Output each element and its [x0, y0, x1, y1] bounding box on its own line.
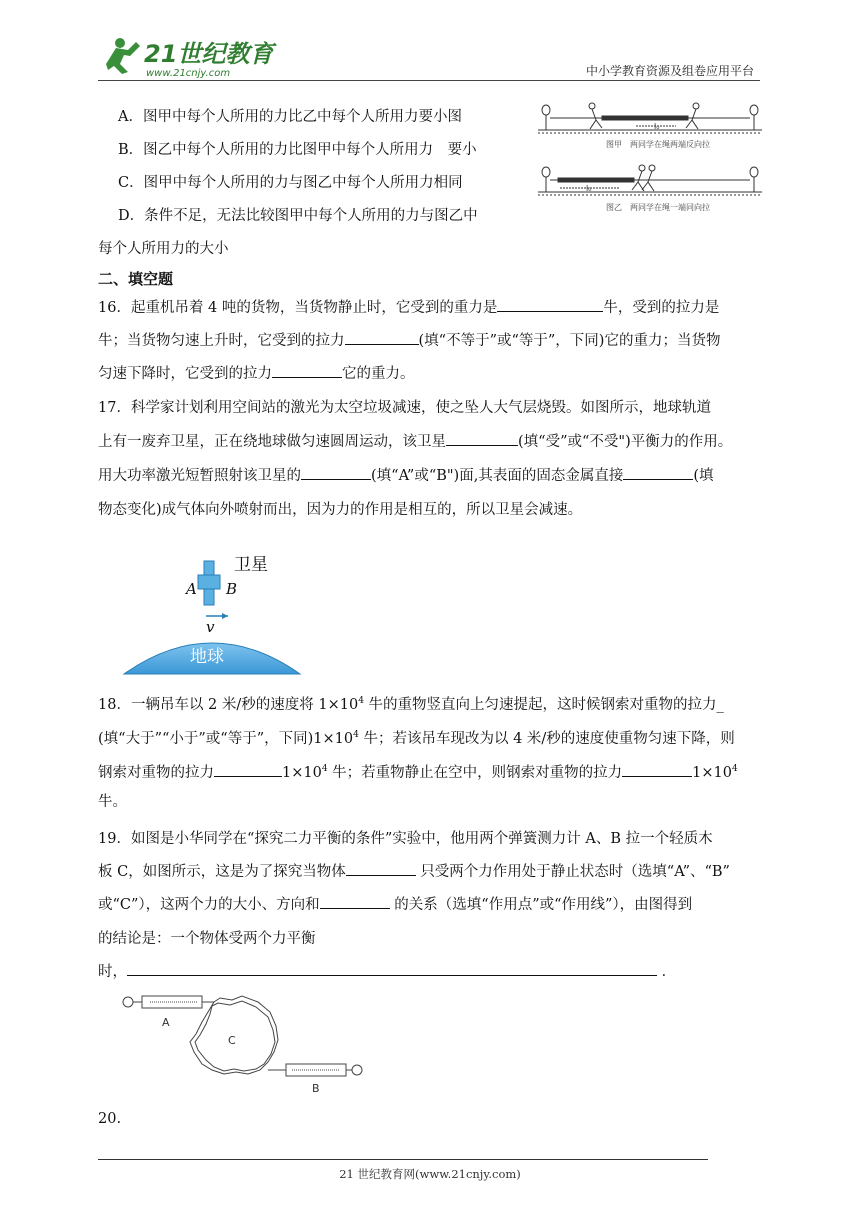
q18-text-3d: 1×10 [692, 764, 732, 781]
q17-line-3 [98, 465, 714, 487]
q16-text-2b: (填“不等于”或“等于”，下同)它的重力；当货物 [418, 333, 721, 349]
q18-line-4: 牛。 [98, 794, 127, 810]
logo-url-text: www.21cnjy.com [146, 68, 231, 79]
scale-b-label: B [312, 1082, 320, 1095]
q19-text-5a: 时， [98, 964, 127, 980]
answer-blank[interactable] [346, 861, 416, 876]
logo [98, 34, 274, 80]
face-b-label: B [226, 580, 238, 598]
face-a-label: A [186, 580, 197, 598]
answer-blank[interactable] [446, 431, 518, 446]
q16-text-3b: 它的重力。 [342, 366, 415, 382]
answer-blank[interactable] [623, 465, 693, 480]
q18-text-3c: 牛；若重物静止在空中，则钢索对重物的拉力 [327, 764, 623, 781]
answer-blank[interactable] [320, 894, 390, 909]
q19-text-3b: 的关系（选填“作用点”或“作用线”），由图得到 [394, 897, 693, 913]
q16-line-1 [98, 297, 719, 319]
answer-blank[interactable] [345, 330, 419, 345]
earth-label: 地球 [190, 647, 224, 667]
figure-label-top: 图甲 两同学在绳两端反向拉 [606, 140, 710, 149]
q16-text-2a: 牛；当货物匀速上升时，它受到的拉力 [98, 333, 345, 349]
q19-line-1: 19．如图是小华同学在“探究二力平衡的条件”实验中，他用两个弹簧测力计 A、B 拉一个轻质木 [98, 831, 713, 847]
q15-option-b: B．图乙中每个人所用的力比图甲中每个人所用力 要小 [118, 142, 477, 158]
q18-line-1 [98, 690, 724, 716]
q20-number: 20. [98, 1111, 122, 1127]
rope-pull-figure [536, 98, 764, 222]
q19-text-5b: ． [661, 964, 677, 980]
q18-text-2a: (填“大于”“小于”或“等于”，下同)1×10 [98, 730, 354, 747]
q16-line-3 [98, 363, 415, 385]
q17-text-3a: 用大功率激光短暂照射该卫星的 [98, 468, 301, 484]
q18-line-3 [98, 758, 738, 784]
answer-blank[interactable] [272, 363, 342, 378]
q16-text-1a: 16．起重机吊着 4 吨的货物，当货物静止时，它受到的重力是 [98, 300, 498, 316]
answer-blank[interactable] [497, 297, 603, 312]
q18-exp-2: 4 [353, 730, 359, 740]
figure-label-bottom: 图乙 两同学在绳一端同向拉 [606, 203, 710, 212]
footer-divider [98, 1159, 708, 1160]
q18-line-2 [98, 724, 735, 750]
board-c-label: C [228, 1034, 236, 1047]
q17-text-3c: (填 [693, 468, 714, 484]
q15-option-c: C．图甲中每个人所用的力与图乙中每个人所用力相同 [118, 175, 463, 191]
q17-text-3b: (填“A”或“B")面,其表面的固态金属直接 [371, 468, 624, 484]
q18-exp-3: 4 [321, 764, 328, 774]
q16-line-2 [98, 330, 720, 352]
q18-text-1a: 18．一辆吊车以 2 米/秒的速度将 1×10 [98, 696, 359, 713]
q19-line-3 [98, 894, 692, 916]
q15-option-d-cont: 每个人所用力的大小 [98, 241, 229, 257]
q18-text-1b: 牛的重物竖直向上匀速提起，这时候钢索对重物的拉力_ [363, 696, 724, 713]
platform-title: 中小学教育资源及组卷应用平台 [585, 64, 754, 78]
len-mark-top: l₀ [654, 122, 660, 131]
section-title: 二、填空题 [98, 270, 174, 288]
spring-scale-figure [120, 990, 370, 1100]
q15-option-a: A．图甲中每个人所用的力比乙中每个人所用力要小图 [118, 109, 462, 125]
q15-option-d: D．条件不足，无法比较图甲中每个人所用的力与图乙中 [118, 208, 478, 224]
answer-blank[interactable] [214, 762, 282, 777]
q19-line-5 [98, 961, 676, 983]
q17-text-2a: 上有一废弃卫星，正在绕地球做匀速圆周运动，该卫星 [98, 434, 446, 450]
len-mark-bottom: l₀ [586, 184, 592, 193]
q18-exp-1: 4 [358, 696, 364, 706]
answer-blank[interactable] [127, 961, 657, 976]
q18-text-3a: 钢索对重物的拉力 [98, 764, 214, 781]
scale-a-label: A [162, 1016, 170, 1029]
velocity-label: v [206, 618, 215, 636]
q19-text-2a: 板 C，如图所示，这是为了探究当物体 [98, 864, 346, 880]
answer-blank[interactable] [622, 762, 692, 777]
answer-blank[interactable] [301, 465, 371, 480]
q17-line-2 [98, 431, 732, 453]
q16-text-3a: 匀速下降时，它受到的拉力 [98, 366, 272, 382]
q17-text-2b: (填“受”或“不受")平衡力的作用。 [518, 434, 733, 450]
footer-text: 21 世纪教育网(www.21cnjy.com) [339, 1167, 521, 1181]
q18-text-2b: 牛；若该吊车现改为以 4 米/秒的速度使重物匀速下降，则 [358, 730, 735, 747]
logo-main-text: 21世纪教育 [144, 40, 274, 68]
satellite-figure [122, 548, 302, 674]
q19-line-4: 的结论是：一个物体受两个力平衡 [98, 931, 316, 947]
q16-text-1b: 牛，受到的拉力是 [603, 300, 720, 316]
q17-line-4: 物态变化)成气体向外喷射而出，因为力的作用是相互的，所以卫星会减速。 [98, 502, 583, 518]
header-divider [98, 80, 760, 81]
q19-text-2b: 只受两个力作用处于静止状态时（选填“A”、“B” [420, 864, 730, 880]
q19-text-3a: 或“C”），这两个力的大小、方向和 [98, 897, 320, 913]
q17-line-1: 17．科学家计划利用空间站的激光为太空垃圾减速，使之坠人大气层烧毁。如图所示，地球轨道 [98, 400, 711, 416]
q18-text-3b: 1×10 [282, 764, 322, 781]
q18-exp-4: 4 [732, 764, 738, 774]
q19-line-2 [98, 861, 730, 883]
satellite-label: 卫星 [234, 555, 268, 575]
